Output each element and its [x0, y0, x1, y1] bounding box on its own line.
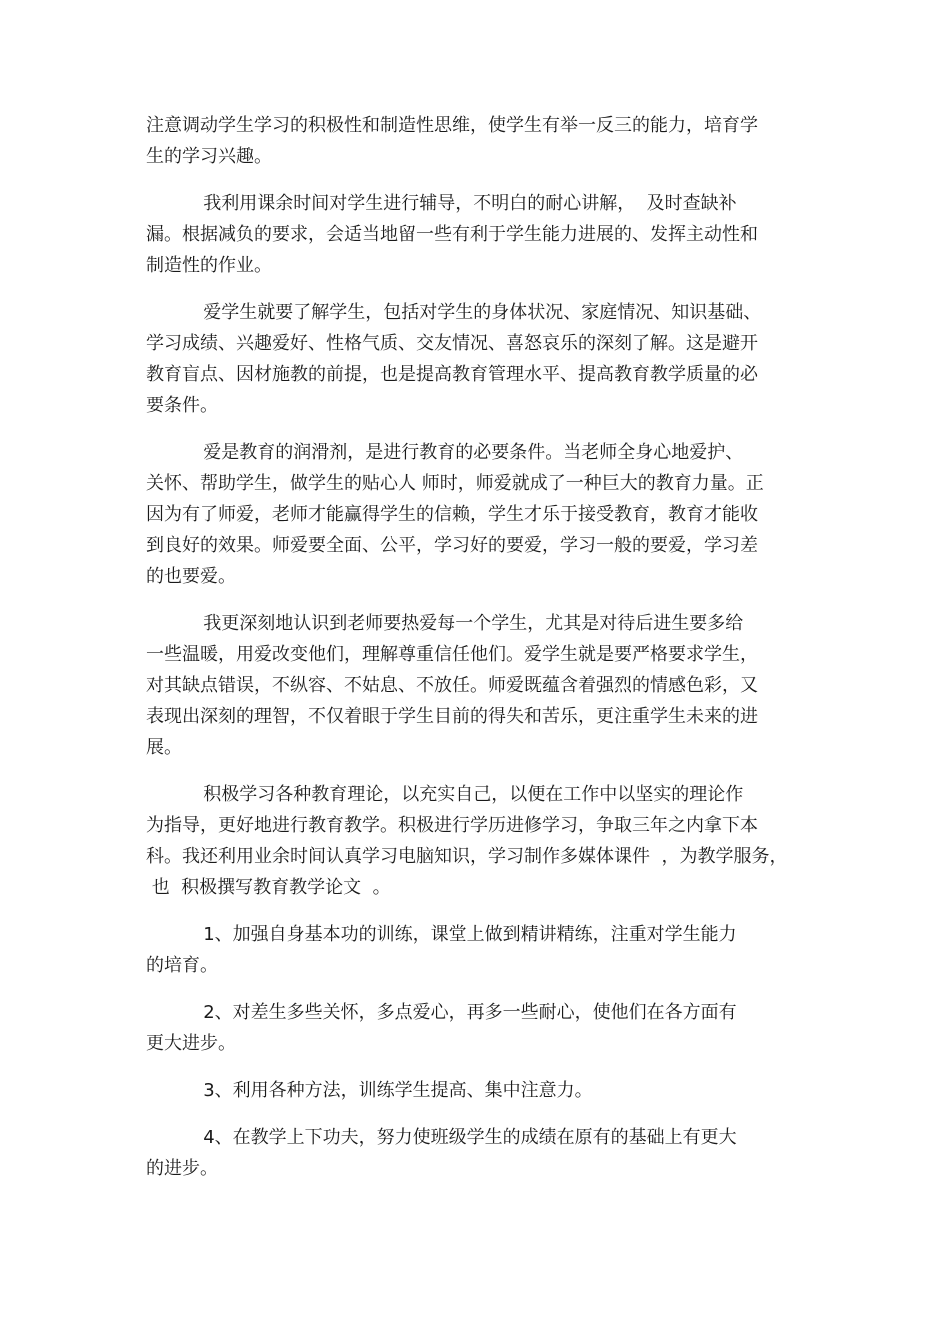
- text-line: 积极学习各种教育理论，以充实自己，以便在工作中以坚实的理论作: [146, 784, 744, 805]
- text-line: 1、加强自身基本功的训练，课堂上做到精讲精练，注重对学生能力: [146, 924, 737, 945]
- paragraph: [146, 110, 818, 172]
- text-line: 表现出深刻的理智，不仅着眼于学生目前的得失和苦乐，更注重学生未来的进: [146, 706, 758, 727]
- text-line: 爱是教育的润滑剂，是进行教育的必要条件。当老师全身心地爱护、: [146, 442, 744, 463]
- text-line: 展。: [146, 737, 182, 758]
- paragraph: [146, 608, 818, 763]
- text-line: 爱学生就要了解学生，包括对学生的身体状况、家庭情况、知识基础、: [146, 302, 762, 323]
- text-line: 的培育。: [146, 955, 218, 976]
- text-line: 要条件。: [146, 395, 218, 416]
- paragraph: [146, 437, 818, 592]
- paragraph: [146, 188, 818, 281]
- paragraph: [146, 297, 818, 421]
- text-line: 教育盲点、因材施教的前提，也是提高教育管理水平、提高教育教学质量的必: [146, 364, 758, 385]
- text-line: 注意调动学生学习的积极性和制造性思维，使学生有举一反三的能力，培育学: [146, 115, 758, 136]
- text-line: 生的学习兴趣。: [146, 146, 272, 167]
- text-line: 关怀、帮助学生，做学生的贴心人 师时，师爱就成了一种巨大的教育力量。正: [146, 473, 764, 494]
- text-line: 2、对差生多些关怀，多点爱心，再多一些耐心，使他们在各方面有: [146, 1002, 737, 1023]
- text-line: 一些温暖，用爱改变他们，理解尊重信任他们。爱学生就是要严格要求学生，: [146, 644, 758, 665]
- text-line: 科。我还利用业余时间认真学习电脑知识，学习制作多媒体课件 ，为教学服务，: [146, 846, 788, 867]
- paragraph: [146, 779, 818, 903]
- text-line: 也 积极撰写教育教学论文 。: [146, 877, 391, 898]
- text-line: 我利用课余时间对学生进行辅导，不明白的耐心讲解， 及时查缺补: [146, 193, 737, 214]
- paragraph: [146, 1122, 818, 1184]
- text-line: 4、在教学上下功夫，努力使班级学生的成绩在原有的基础上有更大: [146, 1127, 737, 1148]
- paragraph: [146, 997, 818, 1059]
- text-line: 制造性的作业。: [146, 255, 272, 276]
- text-line: 因为有了师爱，老师才能赢得学生的信赖，学生才乐于接受教育，教育才能收: [146, 504, 758, 525]
- text-line: 更大进步。: [146, 1033, 236, 1054]
- text-line: 漏。根据减负的要求，会适当地留一些有利于学生能力进展的、发挥主动性和: [146, 224, 758, 245]
- document-body: [146, 110, 818, 1200]
- text-line: 对其缺点错误，不纵容、不姑息、不放任。师爱既蕴含着强烈的情感色彩，又: [146, 675, 758, 696]
- paragraph: [146, 919, 818, 981]
- text-line: 的也要爱。: [146, 566, 236, 587]
- text-line: 到良好的效果。师爱要全面、公平，学习好的要爱，学习一般的要爱，学习差: [146, 535, 758, 556]
- text-line: 的进步。: [146, 1158, 218, 1179]
- text-line: 我更深刻地认识到老师要热爱每一个学生，尤其是对待后进生要多给: [146, 613, 744, 634]
- text-line: 为指导，更好地进行教育教学。积极进行学历进修学习，争取三年之内拿下本: [146, 815, 758, 836]
- text-line: 3、利用各种方法，训练学生提高、集中注意力。: [146, 1080, 593, 1101]
- text-line: 学习成绩、兴趣爱好、性格气质、交友情况、喜怒哀乐的深刻了解。这是避开: [146, 333, 758, 354]
- paragraph: [146, 1075, 818, 1106]
